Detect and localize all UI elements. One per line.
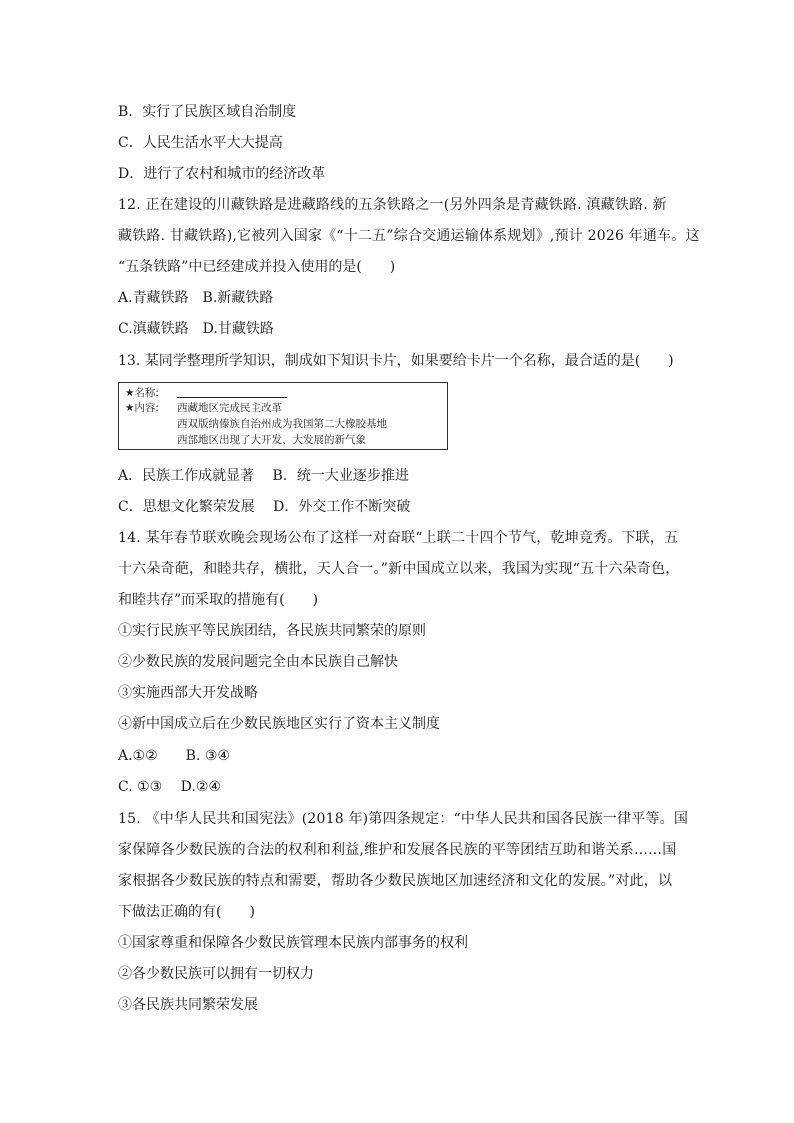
q15-statement-2: ②各少数民族可以拥有一切权力: [118, 966, 314, 982]
q13-text: 13. 某同学整理所学知识，制成如下知识卡片，如果要给卡片一个名称，最合适的是( ): [118, 353, 674, 369]
q15-text-line-2: 家保障各少数民族的合法的权利和利益,维护和发展各民族的平等团结互助和谐关系……国: [118, 842, 677, 858]
card-name-label: ★名称:: [125, 387, 159, 399]
q15-statement-1: ①国家尊重和保障各少数民族管理本民族内部事务的权利: [118, 935, 468, 951]
card-content-label: ★内容:: [125, 402, 159, 414]
card-item-1: 西藏地区完成民主改革: [177, 402, 282, 414]
card-item-3: 西部地区出现了大开发、大发展的新气象: [177, 434, 366, 446]
q15-text-line-1: 15. 《中华人民共和国宪法》(2018 年)第四条规定：“中华人民共和国各民族一律平等。国: [118, 811, 689, 827]
q14-statement-4: ④新中国成立后在少数民族地区实行了资本主义制度: [118, 716, 440, 732]
q14-text-line-1: 14. 某年春节联欢晚会现场公布了这样一对奋联“上联二十四个节气，乾坤竞秀。下联，五: [118, 530, 679, 546]
q11-option-d: D．进行了农村和城市的经济改革: [118, 166, 326, 182]
q15-statement-3: ③各民族共同繁荣发展: [118, 997, 258, 1013]
q14-statement-3: ③实施西部大开发战略: [118, 685, 258, 701]
q14-text-line-3: 和睦共存”而采取的措施有( ): [118, 592, 319, 608]
q13-options-ab: A．民族工作成就显著 B．统一大业逐步推进: [118, 468, 409, 484]
card-item-2: 西双版纳傣族自治州成为我国第二大橡胶基地: [177, 418, 387, 430]
q11-option-c: C．人民生活水平大大提高: [118, 135, 283, 151]
q15-text-line-3: 家根据各少数民族的特点和需要，帮助各少数民族地区加速经济和文化的发展。”对此，以: [118, 873, 673, 889]
q15-text-line-4: 下做法正确的有( ): [118, 904, 255, 920]
q14-options-ab: A.①② B. ③④: [118, 748, 230, 764]
q12-options-cd: C.滇藏铁路 D.甘藏铁路: [118, 321, 274, 337]
q14-text-line-2: 十六朵奇葩，和睦共存，横批，天人合一。”新中国成立以来，我国为实现“五十六朵奇色，: [118, 561, 680, 577]
q14-statement-2: ②少数民族的发展问题完全由本民族自己解快: [118, 654, 398, 670]
q14-options-cd: C. ①③ D.②④: [118, 779, 221, 795]
q13-options-cd: C．思想文化繁荣发展 D．外交工作不断突破: [118, 499, 411, 515]
knowledge-card: [118, 382, 448, 450]
q12-text-line-1: 12. 正在建设的川藏铁路是进藏路线的五条铁路之一(另外四条是青藏铁路. 滇藏铁路. 新: [118, 197, 667, 213]
q12-text-line-2: 藏铁路. 甘藏铁路),它被列入国家《“十二五”综合交通运输体系规划》,预计 2026 年通车。这: [118, 228, 700, 244]
q11-option-b: B．实行了民族区域自治制度: [118, 104, 297, 120]
q12-options-ab: A.青藏铁路 B.新藏铁路: [118, 290, 274, 306]
q12-text-line-3: “五条铁路”中已经建成并投入使用的是( ): [118, 259, 396, 275]
card-name-blank: [177, 397, 287, 398]
q14-statement-1: ①实行民族平等民族团结，各民族共同繁荣的原则: [118, 623, 426, 639]
